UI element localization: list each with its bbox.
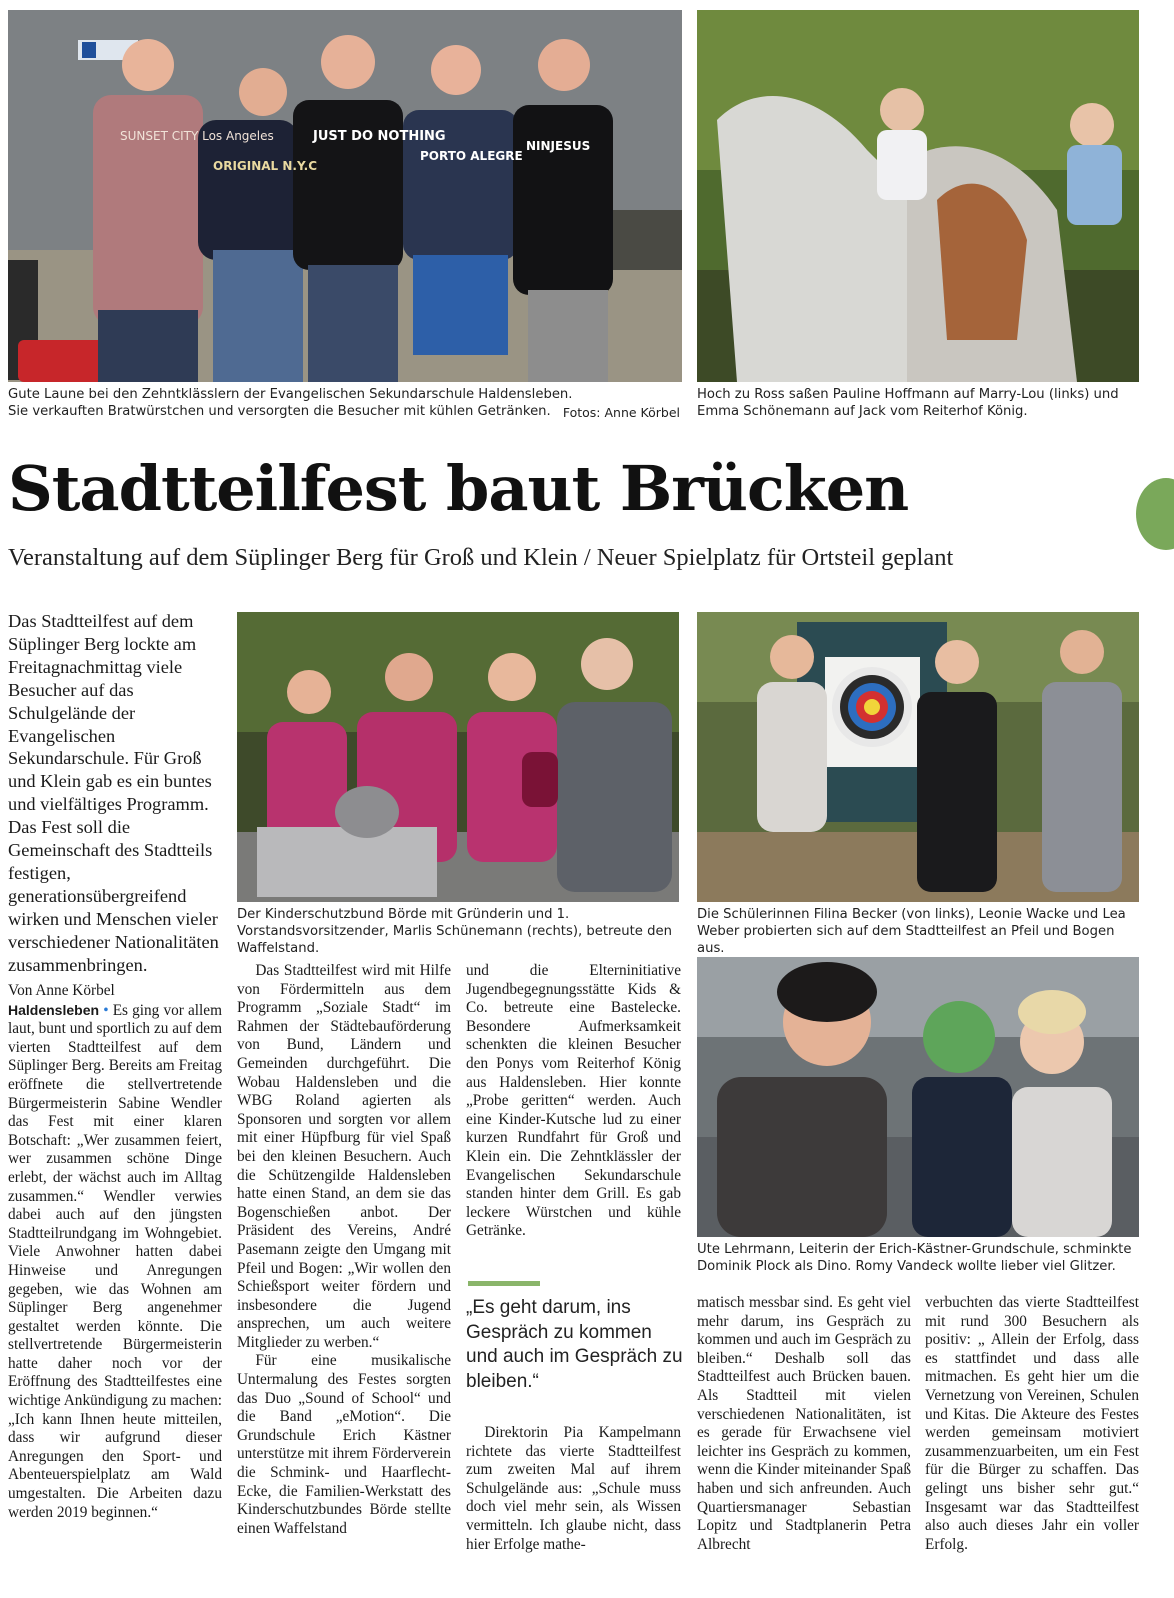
photo-children-horses <box>697 10 1139 382</box>
article-column-3 <box>466 962 681 1241</box>
headline: Stadtteilfest baut Brücken <box>8 452 909 525</box>
quote-accent-bar <box>468 1281 540 1286</box>
caption-archery: Die Schülerinnen Filina Becker (von links), Leonie Wacke und Lea Weber probierten sich auf dem Stadtteilfest an Pfeil und Bogen aus. <box>697 907 1126 956</box>
column-4-text: matisch messbar sind. Es geht viel mehr darum, ins Gespräch zu kommen und auch im Gespräch zu bleiben.“ Deshalb soll das Stadtteilfest auch Brücken bauen. Als Stadtteil mit vielen verschiedenen Nationalitäten, ist es gerade für Erwachsene viel leichter ins Gespräch zu kommen, wenn die Kinder miteinander Spaß haben und sich anfreunden. Auch Quartiersmanager Sebastian Lopitz und Stadtplanerin Petra Albrecht <box>697 1294 911 1553</box>
caption-waffle: Der Kinderschutzbund Börde mit Gründerin und 1. Vorstandsvorsitzender, Marlis Schünemann (rechts), betreute den Waffelstand. <box>237 907 672 956</box>
lead-paragraph: Das Stadtteilfest auf dem Süplinger Berg lockte am Freitagnachmittag viele Besucher auf das Schulgelände der Evangelischen Sekundarschule. Für Groß und Klein gab es ein buntes und vielfältiges Programm. Das Fest soll die Gemeinschaft des Stadtteils festigen, generationsübergreifend wirken und Menschen vieler verschiedener Nationalitäten zusammenbringen. <box>8 611 219 975</box>
caption-face-painting: Ute Lehrmann, Leiterin der Erich-Kästner-Grundschule, schminkte Dominik Plock als Dino. Romy Vandeck wollte lieber viel Glitzer. <box>697 1242 1132 1274</box>
shirt-text-original: ORIGINAL N.Y.C <box>213 159 318 173</box>
dateline-dot: • <box>103 1001 109 1019</box>
column-1-body: Es ging vor allem laut, bunt und sportlich zu auf dem vierten Stadtteilfest auf dem Süplinger Berg. Bereits am Freitag eröffnete die stellvertretende Bürgermeisterin Sabine Wendler das Fest mit einer klaren Botschaft: „Wer zusammen feiert, wer zusammen schöne Dinge erlebt, der wächst auch im Alltag zusammen.“ Wendler verwies dabei auch auf den jüngsten Stadtteilrundgang im Wohngebiet. Viele Anwohner hatten dabei Hinweise und Anregungen gegeben, wie das Wohnen am Süplinger Berg angenehmer gestaltet werden könnte. Die stellvertretende Bürgermeisterin hatte daher noch vor der Eröffnung des Stadtteilfestes eine wichtige Ankündigung zu machen: „Ich kann Ihnen heute mitteilen, dass wir aufgrund dieser Anregungen den Sport- und Abenteuerspielplatz am Wald umgestalten. Die Arbeiten dazu werden 2019 beginnen.“ <box>8 1001 222 1521</box>
article-column-5 <box>925 1294 1139 1554</box>
photo-face-painting <box>697 957 1139 1237</box>
shirt-text-ninjesus: NINJESUS <box>526 139 591 153</box>
photo-credit: Fotos: Anne Körbel <box>562 405 680 420</box>
photo-students-grill <box>8 10 682 382</box>
column-5-text: verbuchten das vierte Stadtteilfest mit rund 300 Besuchern als positiv: „ Allein der Erfolg, dass es stattfindet und dass alle mitmachen. Es geht hier um die Vernetzung von Vereinen, Schulen und Kitas. Die Akteure des Festes werden gemeinsam motiviert zusammenzuarbeiten, um ein Fest für die Bürger zu schaffen. Das gelingt uns bisher sehr gut.“ Insgesamt war das Stadtteilfest also auch dieses Jahr ein voller Erfolg. <box>925 1294 1139 1553</box>
section-badge <box>1136 478 1174 550</box>
article-column-2 <box>237 962 451 1538</box>
article-column-4 <box>697 1294 911 1554</box>
column-1-text <box>8 1001 222 1523</box>
column-3-paragraph-1: und die Elterninitiative Jugendbegegnungsstätte Kids & Co. betreute eine Bastelecke. Besondere Aufmerksamkeit schenkten die kleinen Besucher den Ponys vom Reiterhof König aus Haldensleben. Hier konnte „Probe geritten“ werden. Auch eine Kinder-Kutsche lud zu einer kurzen Rundfahrt für Groß und Klein ein. Die Zehntklässler der Evangelischen Sekundarschule standen hinter dem Grill. Es gab leckere Würstchen und kühle Getränke. <box>466 962 681 1240</box>
column-2-paragraph-2: Für eine musikalische Untermalung des Festes sorgten das Duo „Sound of School“ und die Band „eMotion“. Die Grundschule Erich Kästner unterstütze mit ihrem Förderverein die Schmink- und Haarflecht-Ecke, die Familien-Werkstatt des Kinderschutzbundes Börde stellte einen Waffelstand <box>237 1352 451 1537</box>
column-2-paragraph-1: Das Stadtteilfest wird mit Hilfe von Fördermitteln aus dem Programm „Soziale Stadt“ im Rahmen der Städtebauförderung von Bund, Ländern und Gemeinden durchgeführt. Die Wobau Haldensleben und die WBG Roland agierten als Sponsoren und sorgten vor allem mit einer Hüpfburg für viel Spaß bei den kleinen Besuchern. Auch die Schützengilde Haldensleben hatte einen Stand, an dem sie das Bogenschießen anbot. Der Präsident des Vereins, André Pasemann zeigte den Umgang mit Pfeil und Bogen: „Wir wollen den Schießsport weiter fördern und insbesondere die Jugend ansprechen, um auch weitere Mitglieder zu werben.“ <box>237 962 451 1351</box>
article-column-1 <box>8 982 222 1522</box>
photo-archery <box>697 612 1139 902</box>
column-3-paragraph-2: Direktorin Pia Kampelmann richtete das vierte Stadtteilfest zum zweiten Mal auf ihrem Schulgelände aus: „Schule muss doch viel mehr sein, als Wissen vermitteln. Ich glaube nicht, dass hier Erfolge mathe- <box>466 1424 681 1553</box>
article-column-3-continued <box>466 1424 681 1554</box>
shirt-text-sunset: SUNSET CITY Los Angeles <box>120 129 274 143</box>
pull-quote: „Es geht darum, ins Gespräch zu kommen und auch im Gespräch zu bleiben.“ <box>466 1297 683 1392</box>
shirt-text-justdo: JUST DO NOTHING <box>313 129 446 144</box>
shirt-text-porto: PORTO ALEGRE <box>420 149 523 163</box>
caption-students: Gute Laune bei den Zehntklässlern der Evangelischen Sekundarschule Haldensleben. Sie verkauften Bratwürstchen und versorgten die Besucher mit kühlen Getränken. <box>8 387 573 419</box>
subheadline: Veranstaltung auf dem Süplinger Berg für Groß und Klein / Neuer Spielplatz für Ortsteil geplant <box>8 544 954 571</box>
caption-horses: Hoch zu Ross saßen Pauline Hoffmann auf Marry-Lou (links) und Emma Schönemann auf Jack vom Reiterhof König. <box>697 387 1119 419</box>
photo-waffle-stand <box>237 612 679 902</box>
byline: Von Anne Körbel <box>8 982 115 999</box>
dateline: Haldensleben <box>8 1001 100 1018</box>
